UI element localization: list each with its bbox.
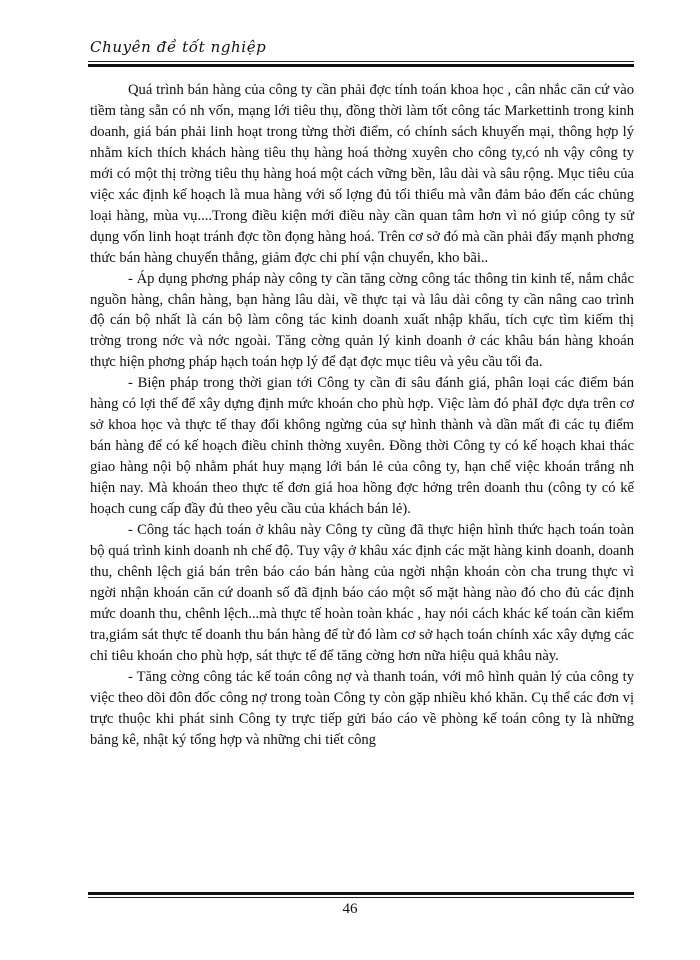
paragraph-2: - Áp dụng phơng pháp này công ty cần tăng cờng công tác thông tin kinh tế, nắm chắc nguồn hàng, chân hàng, bạn hàng lâu dài, về thực tại và lâu dài công ty cần nâng cao trình độ cán bộ nhất là cán bộ làm công tác kinh doanh xuất nhập khẩu, tích cực tìm kiếm thị trờng trong nớc và nớc ngoài. Tăng cờng quản lý kinh doanh ở các khâu bán hàng khoán thực hiện phơng pháp hạch toán hợp lý để đạt đợc mục tiêu và yêu cầu tối đa. bbox=[90, 270, 634, 371]
header-divider-thick bbox=[88, 64, 634, 67]
paragraph-1: Quá trình bán hàng của công ty cần phải đợc tính toán khoa học , cân nhắc căn cứ vào tiềm tàng sẵn có nh vốn, mạng lới tiêu thụ, đồng thời làm tốt công tác Markettinh trong kinh doanh, giá bán phải linh hoạt trong từng thời điểm, có chính sách khuyến mại, thông hợp lý nhằm kích thích khách hàng tiêu thụ hàng hoá thờng xuyên cho công ty,có nh vậy công ty mới có một thị trờng tiêu thụ hàng hoá một cách vững bền, lâu dài và sâu rộng. Mục tiêu của việc xác định kế hoạch là mua hàng với số lợng đủ tối thiểu mà vẫn đảm bảo đến các chủng loại hàng, mùa vụ....Trong điều kiện mới điều này cần quan tâm hơn vì nó giúp công ty sử dụng vốn linh hoạt tránh đợc tồn đọng hàng hoá. Trên cơ sở đó mà cần phải đẩy mạnh phơng thức bán hàng chuyển thẳng, giảm đợc chi phí vận chuyển, kho bãi.. bbox=[90, 82, 634, 266]
paragraph-5: - Tăng cờng công tác kế toán công nợ và thanh toán, với mô hình quản lý của công ty việc theo dõi đôn đốc công nợ trong toàn Công ty còn gặp nhiều khó khăn. Cụ thể các đơn vị trực thuộc khi phát sinh Công ty trực tiếp gửi báo cáo về phòng kế toán công ty là những bảng kê, nhật ký tổng hợp và những chi tiết công bbox=[90, 668, 634, 748]
page-number: 46 bbox=[342, 901, 358, 917]
paragraph-3: - Biện pháp trong thời gian tới Công ty cần đi sâu đánh giá, phân loại các điểm bán hàng có lợi thế để xây dựng định mức khoán cho phù hợp. Việc làm đó phảI đợc dựa trên cơ sở khoa học và thực tế thay đổi không ngừng của sự hình thành và dần mất đi các tụ điểm bán hàng để có kế hoạch điều chỉnh thờng xuyên. Đồng thời Công ty có kế hoạch khai thác giao hàng nội bộ nhằm phát huy mạng lới bán lẻ của công ty, hạn chế việc khoán trắng nh hiện nay. Mà khoán theo thực tế đơn giá hoa hồng đợc hởng trên doanh thu (công ty có kế hoạch cung cấp đầy đủ theo yêu cầu của khách bán lẻ). bbox=[90, 375, 634, 518]
paragraph-4: - Công tác hạch toán ở khâu này Công ty cũng đã thực hiện hình thức hạch toán toàn bộ quá trình kinh doanh nh chế độ. Tuy vậy ở khâu xác định các mặt hàng kinh doanh, doanh thu, chênh lệch giá bán trên báo cáo bán hàng của ngời nhận khoán còn cha trung thực vì ngời nhận khoán căn cứ doanh số đã định báo cáo một số mặt hàng nào đó cho đủ các định mức doanh thu, chênh lệch...mà thực tế hoàn toàn khác , hay nói cách khác kế toán cần kiểm tra,giám sát thực tế doanh thu bán hàng để từ đó làm cơ sở hạch toán chính xác xây dựng các chỉ tiêu khoán cho phù hợp, sát thực tế để tăng cờng hơn nữa hiệu quả khâu này. bbox=[90, 522, 634, 664]
header-divider-thin bbox=[88, 61, 634, 62]
footer-divider-thin bbox=[88, 897, 634, 898]
body-text bbox=[90, 80, 634, 751]
footer-divider-thick bbox=[88, 892, 634, 895]
header-title: Chuyên đề tốt nghiệp bbox=[90, 38, 267, 56]
